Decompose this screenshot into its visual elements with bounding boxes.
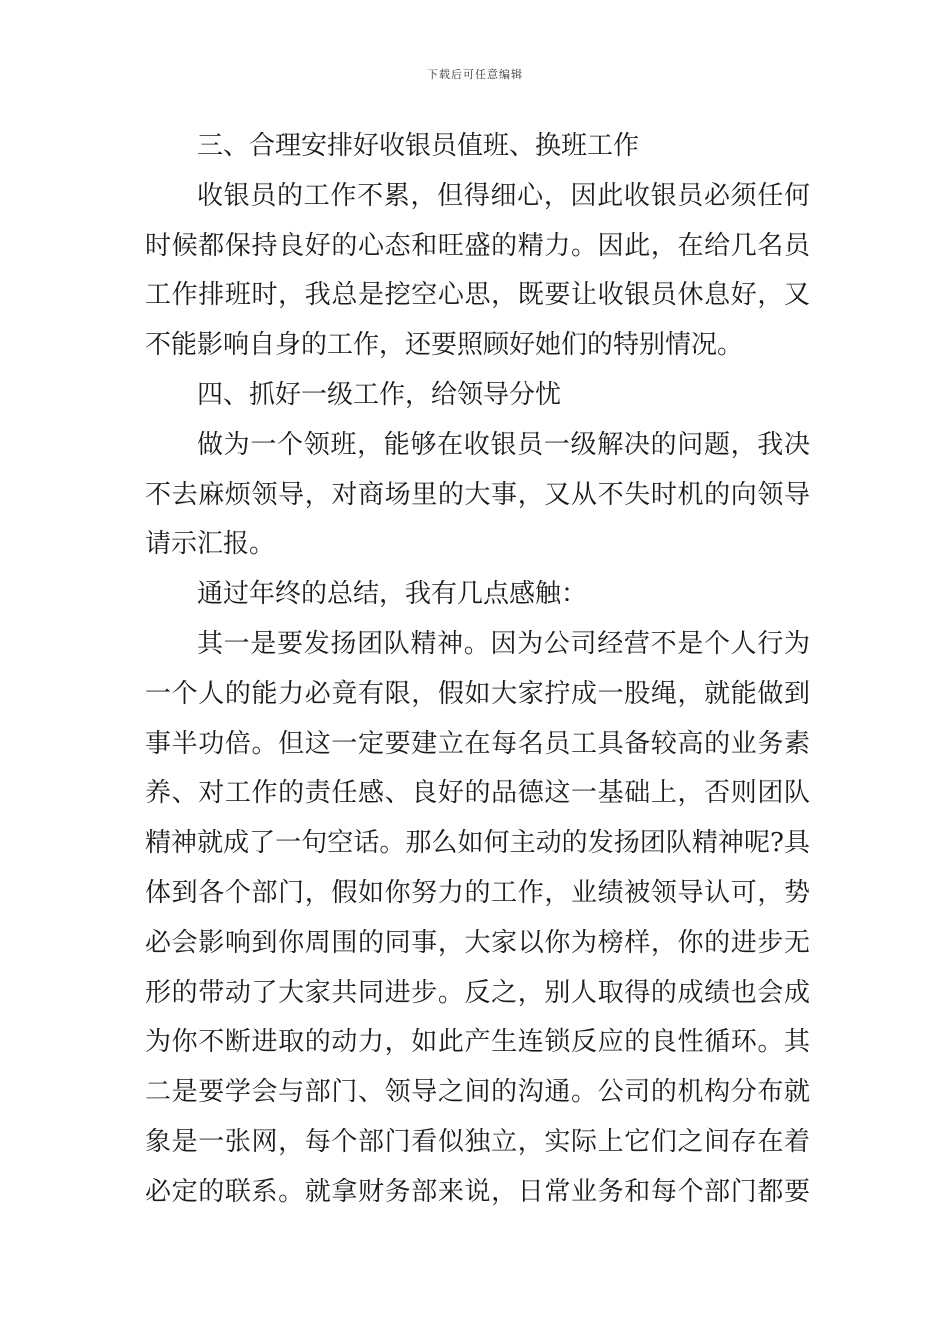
paragraph-line: 必定的联系。就拿财务部来说，日常业务和每个部门都要	[145, 1176, 810, 1207]
paragraph-line: 体到各个部门，假如你努力的工作，业绩被领导认可，势	[145, 877, 810, 908]
paragraph-line: 精神就成了一句空话。那么如何主动的发扬团队精神呢?具	[145, 828, 810, 859]
paragraph-line: 二是要学会与部门、领导之间的沟通。公司的机构分布就	[145, 1077, 810, 1108]
paragraph-line: 事半功倍。但这一定要建立在每名员工具备较高的业务素	[145, 728, 810, 759]
paragraph-line: 时候都保持良好的心态和旺盛的精力。因此，在给几名员	[145, 230, 810, 261]
paragraph-line: 必会影响到你周围的同事，大家以你为榜样，你的进步无	[145, 927, 810, 958]
paragraph-line: 形的带动了大家共同进步。反之，别人取得的成绩也会成	[145, 977, 810, 1008]
paragraph-line: 不能影响自身的工作，还要照顾好她们的特别情况。	[145, 330, 744, 361]
section-heading-3: 三、合理安排好收银员值班、换班工作	[197, 131, 640, 161]
paragraph-line: 请示汇报。	[145, 529, 276, 560]
header-note: 下载后可任意编辑	[427, 68, 523, 81]
paragraph-line: 一个人的能力必竟有限，假如大家拧成一股绳，就能做到	[145, 678, 810, 709]
paragraph-line: 其一是要发扬团队精神。因为公司经营不是个人行为	[197, 628, 810, 659]
paragraph-line: 收银员的工作不累，但得细心，因此收银员必须任何	[197, 180, 810, 211]
paragraph-line: 做为一个领班，能够在收银员一级解决的问题，我决	[197, 429, 810, 460]
paragraph-line: 象是一张网，每个部门看似独立，实际上它们之间存在着	[145, 1126, 810, 1157]
document-body	[145, 122, 810, 1218]
section-heading-4: 四、抓好一级工作，给领导分忧	[197, 379, 562, 410]
paragraph-line: 养、对工作的责任感、良好的品德这一基础上，否则团队	[145, 778, 810, 809]
paragraph-line: 不去麻烦领导，对商场里的大事，又从不失时机的向领导	[145, 479, 810, 510]
paragraph-line: 工作排班时，我总是挖空心思，既要让收银员休息好，又	[145, 280, 810, 311]
paragraph-line: 为你不断进取的动力，如此产生连锁反应的良性循环。其	[145, 1027, 810, 1058]
paragraph-line: 通过年终的总结，我有几点感触：	[197, 579, 588, 610]
